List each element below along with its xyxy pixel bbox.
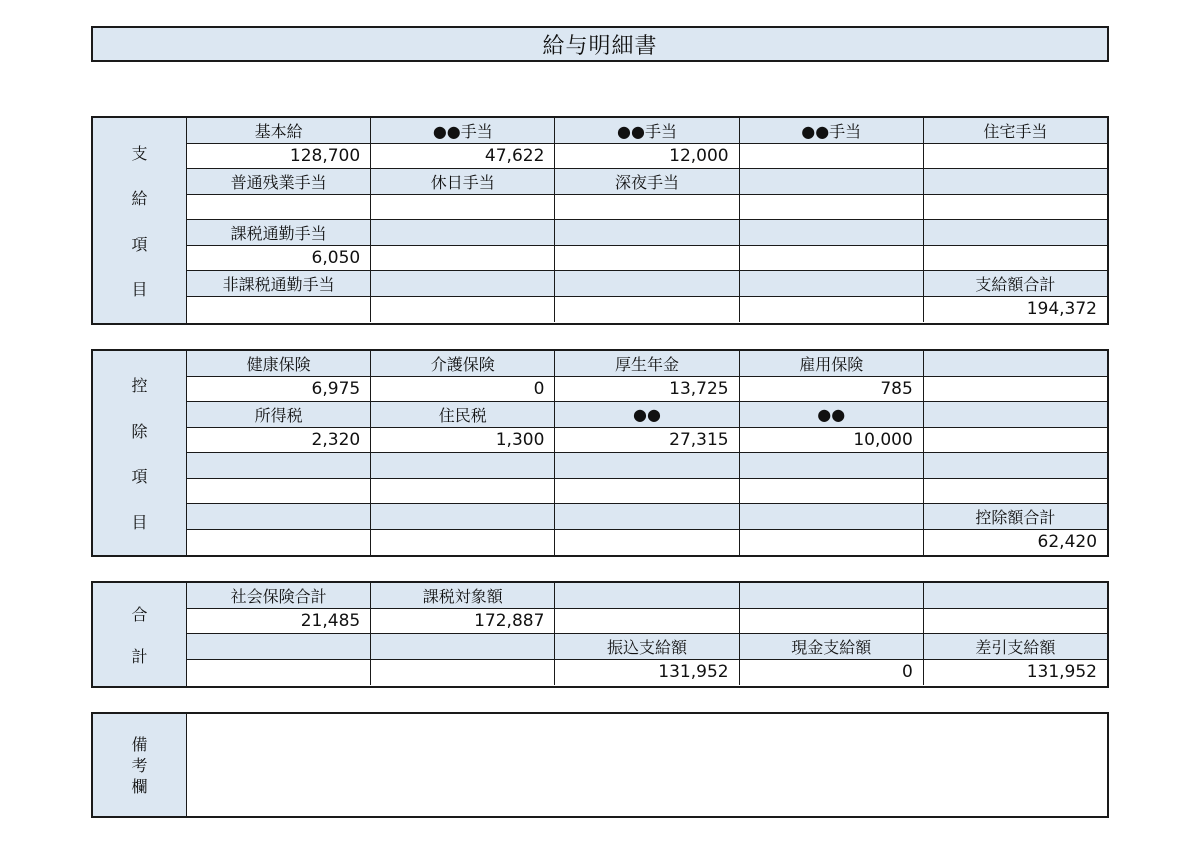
payment-item-label	[740, 220, 924, 245]
deduction-item-value[interactable]	[555, 479, 739, 504]
totals-item-label: 差引支給額	[924, 634, 1107, 659]
totals-item-label: 振込支給額	[555, 634, 739, 659]
deduction-item-value[interactable]	[371, 479, 555, 504]
deduction-item-value[interactable]: 27,315	[555, 428, 739, 453]
totals-item-value[interactable]: 131,952	[924, 660, 1107, 686]
payment-item-value[interactable]: 12,000	[555, 144, 739, 169]
payment-item-label: 住宅手当	[924, 118, 1107, 143]
totals-item-label	[555, 583, 739, 608]
payment-side-char: 項	[131, 234, 148, 254]
payment-item-value[interactable]	[740, 195, 924, 220]
deduction-item-value[interactable]	[924, 428, 1107, 453]
payment-item-value[interactable]	[371, 246, 555, 271]
payment-item-value[interactable]	[740, 246, 924, 271]
deduction-label-row	[187, 453, 1107, 479]
deduction-item-value[interactable]: 2,320	[187, 428, 371, 453]
payment-value-row	[187, 144, 1107, 170]
payment-label-row	[187, 118, 1107, 144]
deduction-item-value[interactable]: 1,300	[371, 428, 555, 453]
payment-item-value[interactable]	[371, 195, 555, 220]
payment-item-label: ●●手当	[740, 118, 924, 143]
deduction-item-value[interactable]: 13,725	[555, 377, 739, 402]
deduction-item-label	[740, 504, 924, 529]
payment-side-label	[93, 118, 187, 323]
deduction-item-label	[187, 453, 371, 478]
remarks-side-char: 欄	[131, 776, 148, 796]
totals-item-value[interactable]: 21,485	[187, 609, 371, 634]
deduction-item-label	[555, 504, 739, 529]
payment-value-row	[187, 297, 1107, 323]
totals-item-label: 課税対象額	[371, 583, 555, 608]
deduction-label-row	[187, 504, 1107, 530]
payment-side-char: 目	[131, 280, 148, 300]
payment-item-label	[740, 271, 924, 296]
remarks-side-char: 備	[131, 734, 148, 754]
deduction-item-value[interactable]: 785	[740, 377, 924, 402]
payment-item-label: 深夜手当	[555, 169, 739, 194]
deduction-item-label: 健康保険	[187, 351, 371, 376]
payment-label-row	[187, 220, 1107, 246]
payment-item-value[interactable]	[924, 144, 1107, 169]
totals-section	[91, 581, 1109, 688]
totals-value-row	[187, 609, 1107, 635]
payment-item-value[interactable]	[187, 297, 371, 323]
deduction-item-value[interactable]: 62,420	[924, 530, 1107, 556]
payslip-title: 給与明細書	[91, 26, 1109, 62]
totals-label-row	[187, 634, 1107, 660]
remarks-section	[91, 712, 1109, 818]
payment-item-label: 普通残業手当	[187, 169, 371, 194]
deduction-item-value[interactable]	[555, 530, 739, 556]
payment-item-value[interactable]	[371, 297, 555, 323]
deduction-item-label: 雇用保険	[740, 351, 924, 376]
deduction-item-value[interactable]	[924, 377, 1107, 402]
payment-item-label: 非課税通勤手当	[187, 271, 371, 296]
deduction-item-value[interactable]	[740, 479, 924, 504]
payment-item-label	[740, 169, 924, 194]
deduction-item-value[interactable]	[187, 479, 371, 504]
payment-item-value[interactable]: 6,050	[187, 246, 371, 271]
totals-side-char: 計	[131, 647, 148, 666]
payment-grid	[187, 118, 1107, 323]
payment-item-label	[371, 271, 555, 296]
deduction-item-value[interactable]: 6,975	[187, 377, 371, 402]
payment-item-label	[555, 220, 739, 245]
totals-item-value[interactable]	[187, 660, 371, 686]
payment-item-label	[924, 169, 1107, 194]
totals-item-value[interactable]	[555, 609, 739, 634]
totals-item-value[interactable]	[740, 609, 924, 634]
deduction-item-label	[371, 453, 555, 478]
totals-item-value[interactable]	[924, 609, 1107, 634]
deduction-item-label	[371, 504, 555, 529]
deduction-item-label: ●●	[555, 402, 739, 427]
payment-item-value[interactable]: 128,700	[187, 144, 371, 169]
payment-item-label: 休日手当	[371, 169, 555, 194]
payment-item-label: 基本給	[187, 118, 371, 143]
deduction-item-label	[924, 453, 1107, 478]
payment-item-label: ●●手当	[555, 118, 739, 143]
totals-side-label	[93, 583, 187, 686]
deduction-side-char: 目	[131, 512, 148, 532]
deduction-item-label: ●●	[740, 402, 924, 427]
totals-item-value[interactable]: 131,952	[555, 660, 739, 686]
payment-value-row	[187, 195, 1107, 221]
totals-item-value[interactable]: 172,887	[371, 609, 555, 634]
payment-item-label	[924, 220, 1107, 245]
deduction-grid	[187, 351, 1107, 555]
remarks-field[interactable]	[187, 714, 1107, 816]
deduction-value-row	[187, 377, 1107, 403]
deduction-side-char: 控	[131, 376, 148, 396]
deduction-section	[91, 349, 1109, 557]
totals-grid	[187, 583, 1107, 686]
totals-item-label	[187, 634, 371, 659]
payment-item-value[interactable]: 194,372	[924, 297, 1107, 323]
deduction-item-value[interactable]	[740, 530, 924, 556]
payment-item-label: ●●手当	[371, 118, 555, 143]
deduction-item-label: 介護保険	[371, 351, 555, 376]
deduction-label-row	[187, 351, 1107, 377]
totals-side-char: 合	[131, 605, 148, 624]
deduction-item-label: 厚生年金	[555, 351, 739, 376]
totals-item-label: 現金支給額	[740, 634, 924, 659]
remarks-side-label	[93, 714, 187, 816]
deduction-item-label	[740, 453, 924, 478]
payment-item-value[interactable]	[924, 246, 1107, 271]
payment-side-char: 支	[131, 143, 148, 163]
deduction-value-row	[187, 530, 1107, 556]
deduction-item-value[interactable]	[187, 530, 371, 556]
payment-item-value[interactable]	[187, 195, 371, 220]
totals-label-row	[187, 583, 1107, 609]
totals-value-row	[187, 660, 1107, 686]
deduction-side-char: 項	[131, 467, 148, 487]
payment-item-label: 課税通勤手当	[187, 220, 371, 245]
payment-label-row	[187, 169, 1107, 195]
payment-item-value[interactable]	[740, 144, 924, 169]
deduction-value-row	[187, 428, 1107, 454]
deduction-item-value[interactable]	[371, 530, 555, 556]
deduction-item-label: 住民税	[371, 402, 555, 427]
deduction-item-label	[187, 504, 371, 529]
totals-item-label	[924, 583, 1107, 608]
payment-item-label	[555, 271, 739, 296]
payment-item-label: 支給額合計	[924, 271, 1107, 296]
payment-item-value[interactable]	[555, 297, 739, 323]
payment-section	[91, 116, 1109, 325]
totals-item-label: 社会保険合計	[187, 583, 371, 608]
deduction-side-label	[93, 351, 187, 555]
payment-side-char: 給	[131, 189, 148, 209]
deduction-value-row	[187, 479, 1107, 505]
totals-item-value[interactable]: 0	[740, 660, 924, 686]
deduction-item-label: 控除額合計	[924, 504, 1107, 529]
remarks-side-char: 考	[131, 755, 148, 775]
deduction-item-label	[555, 453, 739, 478]
payment-item-value[interactable]	[555, 195, 739, 220]
deduction-item-label	[924, 351, 1107, 376]
deduction-item-label: 所得税	[187, 402, 371, 427]
payment-item-value[interactable]	[740, 297, 924, 323]
payment-item-value[interactable]	[555, 246, 739, 271]
deduction-item-value[interactable]: 0	[371, 377, 555, 402]
payment-item-value[interactable]: 47,622	[371, 144, 555, 169]
totals-item-label	[371, 634, 555, 659]
payment-item-label	[371, 220, 555, 245]
deduction-item-value[interactable]	[924, 479, 1107, 504]
totals-item-label	[740, 583, 924, 608]
deduction-item-value[interactable]: 10,000	[740, 428, 924, 453]
deduction-side-char: 除	[131, 421, 148, 441]
payment-label-row	[187, 271, 1107, 297]
deduction-label-row	[187, 402, 1107, 428]
deduction-item-label	[924, 402, 1107, 427]
payment-value-row	[187, 246, 1107, 272]
totals-item-value[interactable]	[371, 660, 555, 686]
payment-item-value[interactable]	[924, 195, 1107, 220]
